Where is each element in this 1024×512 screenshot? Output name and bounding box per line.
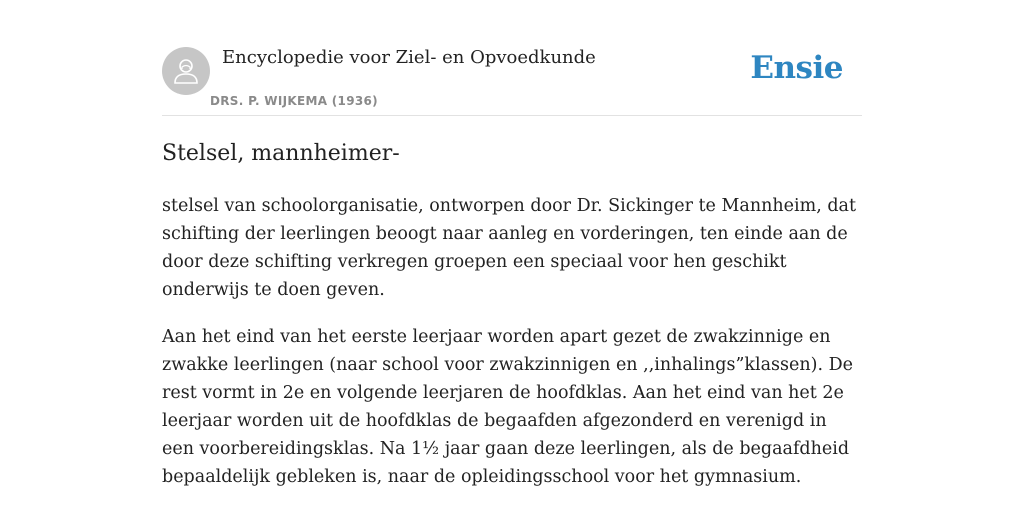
author-name[interactable]: DRS. P. WIJKEMA (1936) (210, 94, 378, 108)
brand-logo-link[interactable]: Ensie (750, 50, 843, 86)
entry-body (162, 192, 862, 510)
article-page (162, 0, 862, 487)
body-paragraph: stelsel van schoolorganisatie, ontworpen door Dr. Sickinger te Mannheim, dat schifting der leerlingen beoogt naar aanleg en vorderingen, ten einde aan de door deze schifting verkregen groepen een speciaal voor hen geschikt onderwijs te doen geven. (162, 196, 856, 300)
source-title[interactable]: Encyclopedie voor Ziel- en Opvoedkunde (222, 47, 596, 68)
body-paragraph: Aan het eind van het eerste leerjaar worden apart gezet de zwakzinnige en zwakke leerlingen (naar school voor zwakzinnigen en ,,inhalings”klassen). De rest vormt in 2e en volgende leerjaren de hoofdklas. Aan het eind van het 2e leerjaar worden uit de hoofdklas de begaafden afgezonderd en verenigd in een voorbereidingsklas. Na 1½ jaar gaan deze leerlingen, als de begaafdheid bepaaldelijk gebleken is, naar de opleidingsschool voor het gymnasium. (162, 327, 853, 487)
user-icon (173, 57, 199, 85)
author-avatar[interactable] (162, 47, 210, 95)
source-header (162, 0, 862, 116)
entry-title: Stelsel, mannheimer- (162, 141, 400, 166)
